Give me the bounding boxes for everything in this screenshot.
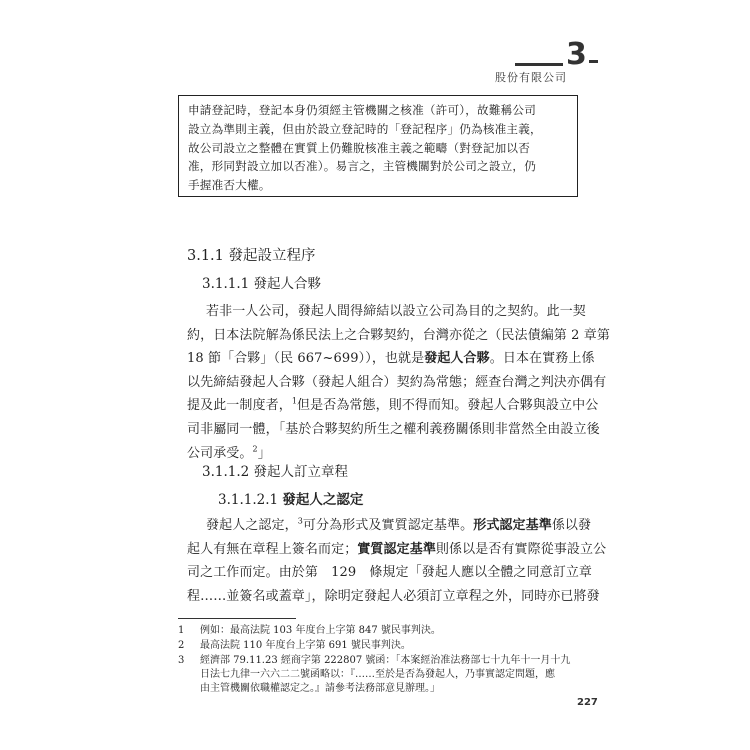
text-line: 以先締結發起人合夥（發起人組合）契約為常態；經查台灣之判決亦偶有 xyxy=(187,374,607,390)
section-number: 3.1.1.2.1 xyxy=(218,492,279,508)
header-rule xyxy=(515,63,563,66)
box-line: 手握准否大權。 xyxy=(188,178,271,193)
text-run: 」 xyxy=(257,445,271,461)
text-line xyxy=(187,538,607,562)
footnote-text-line: 由主管機關依職權認定之。』請參考法務部意見辦理。」 xyxy=(200,683,440,694)
footnote-text: 例如：最高法院 103 年度台上字第 847 號民事判決。 xyxy=(200,625,441,636)
bold-term: 發起人合夥 xyxy=(424,351,490,367)
text-run: 可分為形式及實質認定基準。 xyxy=(302,518,474,533)
box-line: 故公司設立之整體在實質上仍難脫核准主義之範疇（對登記加以否 xyxy=(188,140,531,155)
boxed-text xyxy=(178,95,578,197)
section-heading-3-1-1-1: 3.1.1.1 發起人合夥 xyxy=(202,276,322,292)
section-heading-3-1-1-2: 3.1.1.2 發起人訂立章程 xyxy=(202,464,349,480)
footnote-number: 2 xyxy=(178,640,185,651)
text-run: 發起人之認定， xyxy=(206,518,298,533)
text-line: 程……並簽名或蓋章」，除明定發起人必須訂立章程之外，同時亦已將發 xyxy=(187,588,600,604)
footnote-text-line: 經濟部 79.11.23 經商字第 222807 號函：「本案經治准法務部七十九年十一月十九 xyxy=(200,655,571,666)
text-run: 係以發 xyxy=(551,518,592,533)
paragraph-partnership xyxy=(187,300,610,465)
page-number: 227 xyxy=(577,697,598,708)
footnote-ref[interactable]: 3 xyxy=(297,516,303,526)
box-line: 設立為準則主義，但由於設立登記時的「登記程序」仍為核准主義， xyxy=(188,121,542,136)
text-run: 。日本在實務上係 xyxy=(489,351,595,367)
running-header-title: 股份有限公司 xyxy=(495,71,567,84)
footnote-text-line: 日法七九律一六六二二號函略以：『……至於是否為發起人，乃事實認定問題，應 xyxy=(200,669,555,680)
footnote-ref[interactable]: 1 xyxy=(291,397,298,407)
box-line: 申請登記時，登記本身仍須經主管機關之核准（許可），故難稱公司 xyxy=(188,103,537,117)
bold-term: 形式認定基準 xyxy=(473,518,552,533)
footnote-text: 最高法院 110 年度台上字第 691 號民事判決。 xyxy=(200,640,411,651)
footnote-number: 3 xyxy=(178,655,185,666)
text-run: 公司承受。 xyxy=(187,445,253,461)
footnote-ref[interactable]: 2 xyxy=(252,444,258,454)
text-line: 司之工作而定。由於第 129 條規定「發起人應以全體之同意訂立章 xyxy=(187,565,593,581)
footnote xyxy=(178,624,441,638)
text-run: 起人有無在章程上簽名而定； xyxy=(187,541,358,557)
text-run: 但是否為常態，則不得而知。發起人合夥與設立中公 xyxy=(297,398,599,414)
text-line: 若非一人公司，發起人間得締結以設立公司為目的之契約。此一契 xyxy=(206,304,586,319)
paragraph-founder-criteria xyxy=(187,514,607,608)
header-dash xyxy=(589,60,598,63)
box-line: 准，形同對設立加以否准）。易言之，主管機關對於公司之設立，仍 xyxy=(188,159,537,174)
text-run: 提及此一制度者， xyxy=(187,398,292,414)
chapter-number: 3 xyxy=(566,37,587,72)
section-heading-3-1-1: 3.1.1 發起設立程序 xyxy=(187,248,316,264)
text-line xyxy=(187,394,599,418)
footnote-number: 1 xyxy=(178,625,185,636)
text-line: 司非屬同一體，「基於合夥契約所生之權利義務關係則非當然全由設立後 xyxy=(187,421,600,437)
text-run: 則係以是否有實際從事設立公 xyxy=(435,541,607,557)
text-run: 18 節「合夥」（民 667~699）），也就是 xyxy=(187,351,425,367)
footnote xyxy=(178,639,411,653)
footnote-separator xyxy=(178,618,296,619)
section-title: 發起人之認定 xyxy=(282,492,364,508)
text-line xyxy=(187,347,595,371)
section-heading-3-1-1-2-1 xyxy=(218,488,363,508)
text-line xyxy=(187,514,592,538)
text-line: 約，日本法院解為係民法上之合夥契約，台灣亦從之（民法債編第 2 章第 xyxy=(187,327,610,343)
footnote xyxy=(178,654,588,696)
bold-term: 實質認定基準 xyxy=(357,541,436,557)
